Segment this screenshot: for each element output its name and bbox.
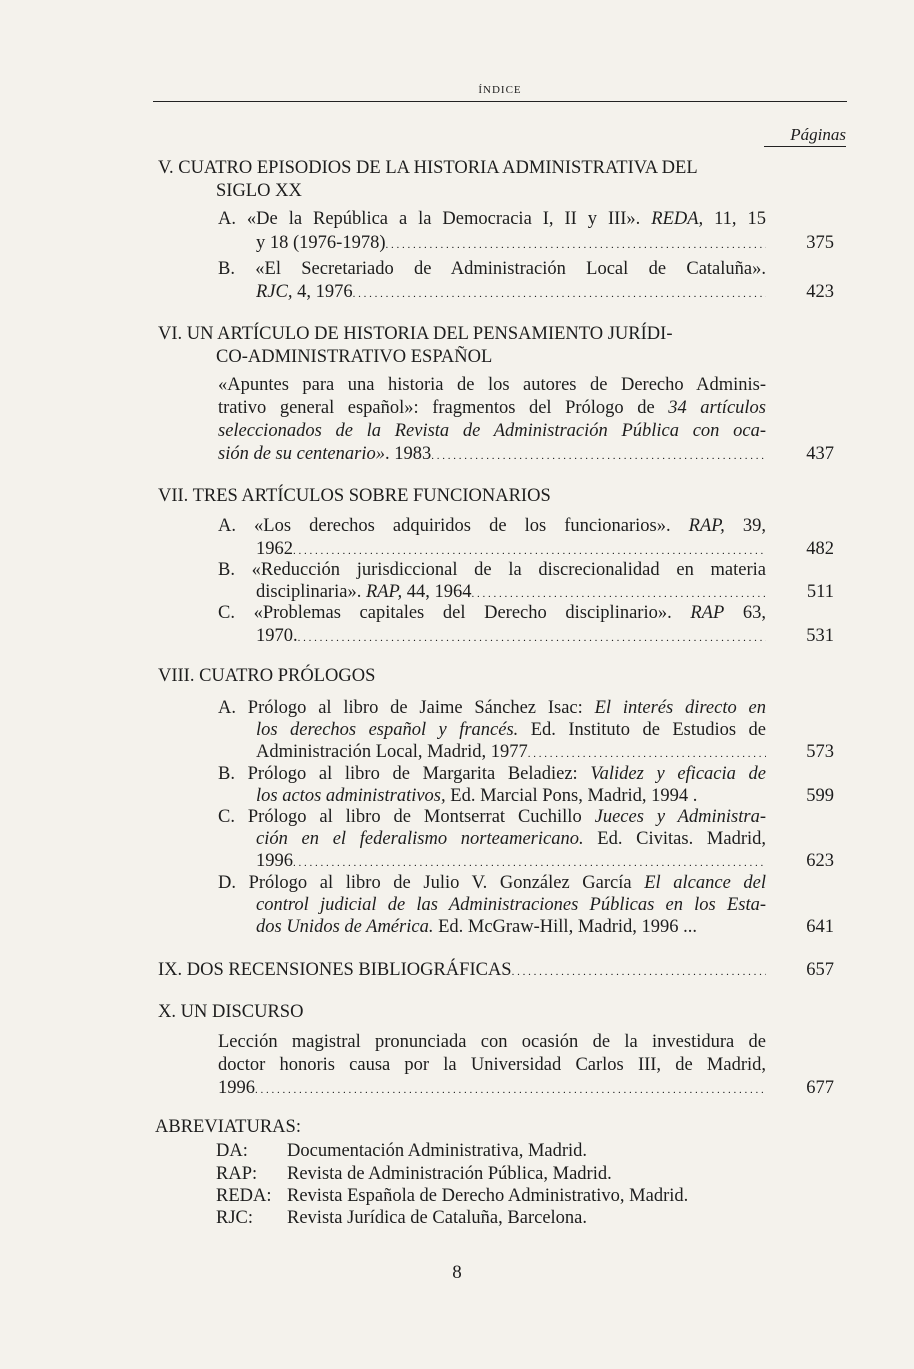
abbr-value: Documentación Administrativa, Madrid.: [287, 1141, 588, 1161]
entry-viii-c-page: 623: [806, 851, 834, 871]
section-v-title-cont: SIGLO XX: [216, 181, 302, 201]
entry-x-line2: doctor honoris causa por la Universidad Carlos III, de Madrid,: [218, 1055, 766, 1075]
entry-viii-c-line3: 1996 . . .: [256, 849, 766, 873]
entry-viii-b-line2: los actos administrativos, Ed. Marcial Pons, Madrid, 1994 .: [256, 786, 698, 806]
abbr-value: Revista Española de Derecho Administrativo, Madrid.: [287, 1186, 689, 1206]
entry-vi-line2: trativo general español»: fragmentos del Prólogo de 34 artículos: [218, 398, 766, 418]
entry-vi-page: 437: [806, 444, 834, 464]
entry-v-b-line2: RJC, 4, 1976 . . .: [256, 280, 766, 304]
section-vi-title-cont: CO-ADMINISTRATIVO ESPAÑOL: [216, 347, 493, 367]
running-head: ÍNDICE: [478, 84, 522, 96]
entry-viii-a-line1: A. Prólogo al libro de Jaime Sánchez Isac: El interés directo en: [218, 698, 766, 718]
entry-vi-line1: «Apuntes para una historia de los autores de Derecho Adminis-: [218, 375, 766, 395]
entry-viii-b-line1: B. Prólogo al libro de Margarita Beladiez: Validez y eficacia de: [218, 764, 766, 784]
abbr-key: DA:: [216, 1141, 248, 1161]
entry-vii-a-page: 482: [806, 539, 834, 559]
entry-v-a-line1: A. «De la República a la Democracia I, II y III». REDA, 11, 15: [218, 209, 766, 229]
entry-viii-a-line3: Administración Local, Madrid, 1977 . . .: [256, 740, 766, 764]
abbr-key: REDA:: [216, 1186, 272, 1206]
section-ix-page: 657: [806, 960, 834, 980]
section-viii-title: VIII. CUATRO PRÓLOGOS: [158, 666, 376, 686]
section-v-title: V. CUATRO EPISODIOS DE LA HISTORIA ADMINISTRATIVA DEL: [158, 158, 698, 178]
entry-vii-a-line2: 1962 . . .: [256, 537, 766, 561]
entry-vii-c-page: 531: [806, 626, 834, 646]
page-number: 8: [452, 1262, 462, 1283]
entry-viii-c-line1: C. Prólogo al libro de Montserrat Cuchillo Jueces y Administra-: [218, 807, 766, 827]
abbr-key: RAP:: [216, 1164, 258, 1184]
entry-viii-d-page: 641: [806, 917, 834, 937]
section-x-title: X. UN DISCURSO: [158, 1002, 304, 1022]
entry-v-b-page: 423: [806, 282, 834, 302]
abbr-value: Revista Jurídica de Cataluña, Barcelona.: [287, 1208, 588, 1228]
entry-vii-b-line1: B. «Reducción jurisdiccional de la discrecionalidad en materia: [218, 560, 766, 580]
entry-x-page: 677: [806, 1078, 834, 1098]
entry-vii-b-page: 511: [806, 582, 834, 602]
abbr-value: Revista de Administración Pública, Madrid.: [287, 1164, 612, 1184]
entry-vi-line3: seleccionados de la Revista de Administración Pública con oca-: [218, 421, 766, 441]
entry-viii-d-line2: control judicial de las Administraciones Públicas en los Esta-: [256, 895, 766, 915]
abbr-key: RJC:: [216, 1208, 254, 1228]
entry-vii-b-line2: disciplinaria». RAP, 44, 1964 . . .: [256, 580, 766, 604]
header-rule: [153, 101, 847, 102]
entry-viii-b-page: 599: [806, 786, 834, 806]
entry-vii-c-line2: 1970. . . .: [256, 624, 766, 648]
entry-x-line1: Lección magistral pronunciada con ocasión de la investidura de: [218, 1032, 766, 1052]
entry-vi-line4: sión de su centenario». 1983 . . .: [218, 442, 766, 466]
entry-vii-c-line1: C. «Problemas capitales del Derecho disciplinario». RAP 63,: [218, 603, 766, 623]
section-ix-title: IX. DOS RECENSIONES BIBLIOGRÁFICAS . . .: [158, 958, 766, 982]
abbreviations-title: ABREVIATURAS:: [155, 1117, 301, 1137]
section-vi-title: VI. UN ARTÍCULO DE HISTORIA DEL PENSAMIENTO JURÍDI-: [158, 324, 673, 344]
entry-viii-c-line2: ción en el federalismo norteamericano. Ed. Civitas. Madrid,: [256, 829, 766, 849]
entry-viii-d-line3: dos Unidos de América. Ed. McGraw-Hill, Madrid, 1996 ...: [256, 917, 698, 937]
entry-x-line3: 1996 . . .: [218, 1076, 766, 1100]
entry-v-a-page: 375: [806, 233, 834, 253]
entry-vii-a-line1: A. «Los derechos adquiridos de los funcionarios». RAP, 39,: [218, 516, 766, 536]
entry-viii-d-line1: D. Prólogo al libro de Julio V. González García El alcance del: [218, 873, 766, 893]
entry-viii-a-page: 573: [806, 742, 834, 762]
pages-column-label: Páginas: [764, 125, 846, 147]
entry-v-a-line2: y 18 (1976-1978) . . .: [256, 231, 766, 255]
section-vii-title: VII. TRES ARTÍCULOS SOBRE FUNCIONARIOS: [158, 486, 551, 506]
entry-viii-a-line2: los derechos español y francés. Ed. Instituto de Estudios de: [256, 720, 766, 740]
entry-v-b-line1: B. «El Secretariado de Administración Local de Cataluña».: [218, 259, 766, 279]
